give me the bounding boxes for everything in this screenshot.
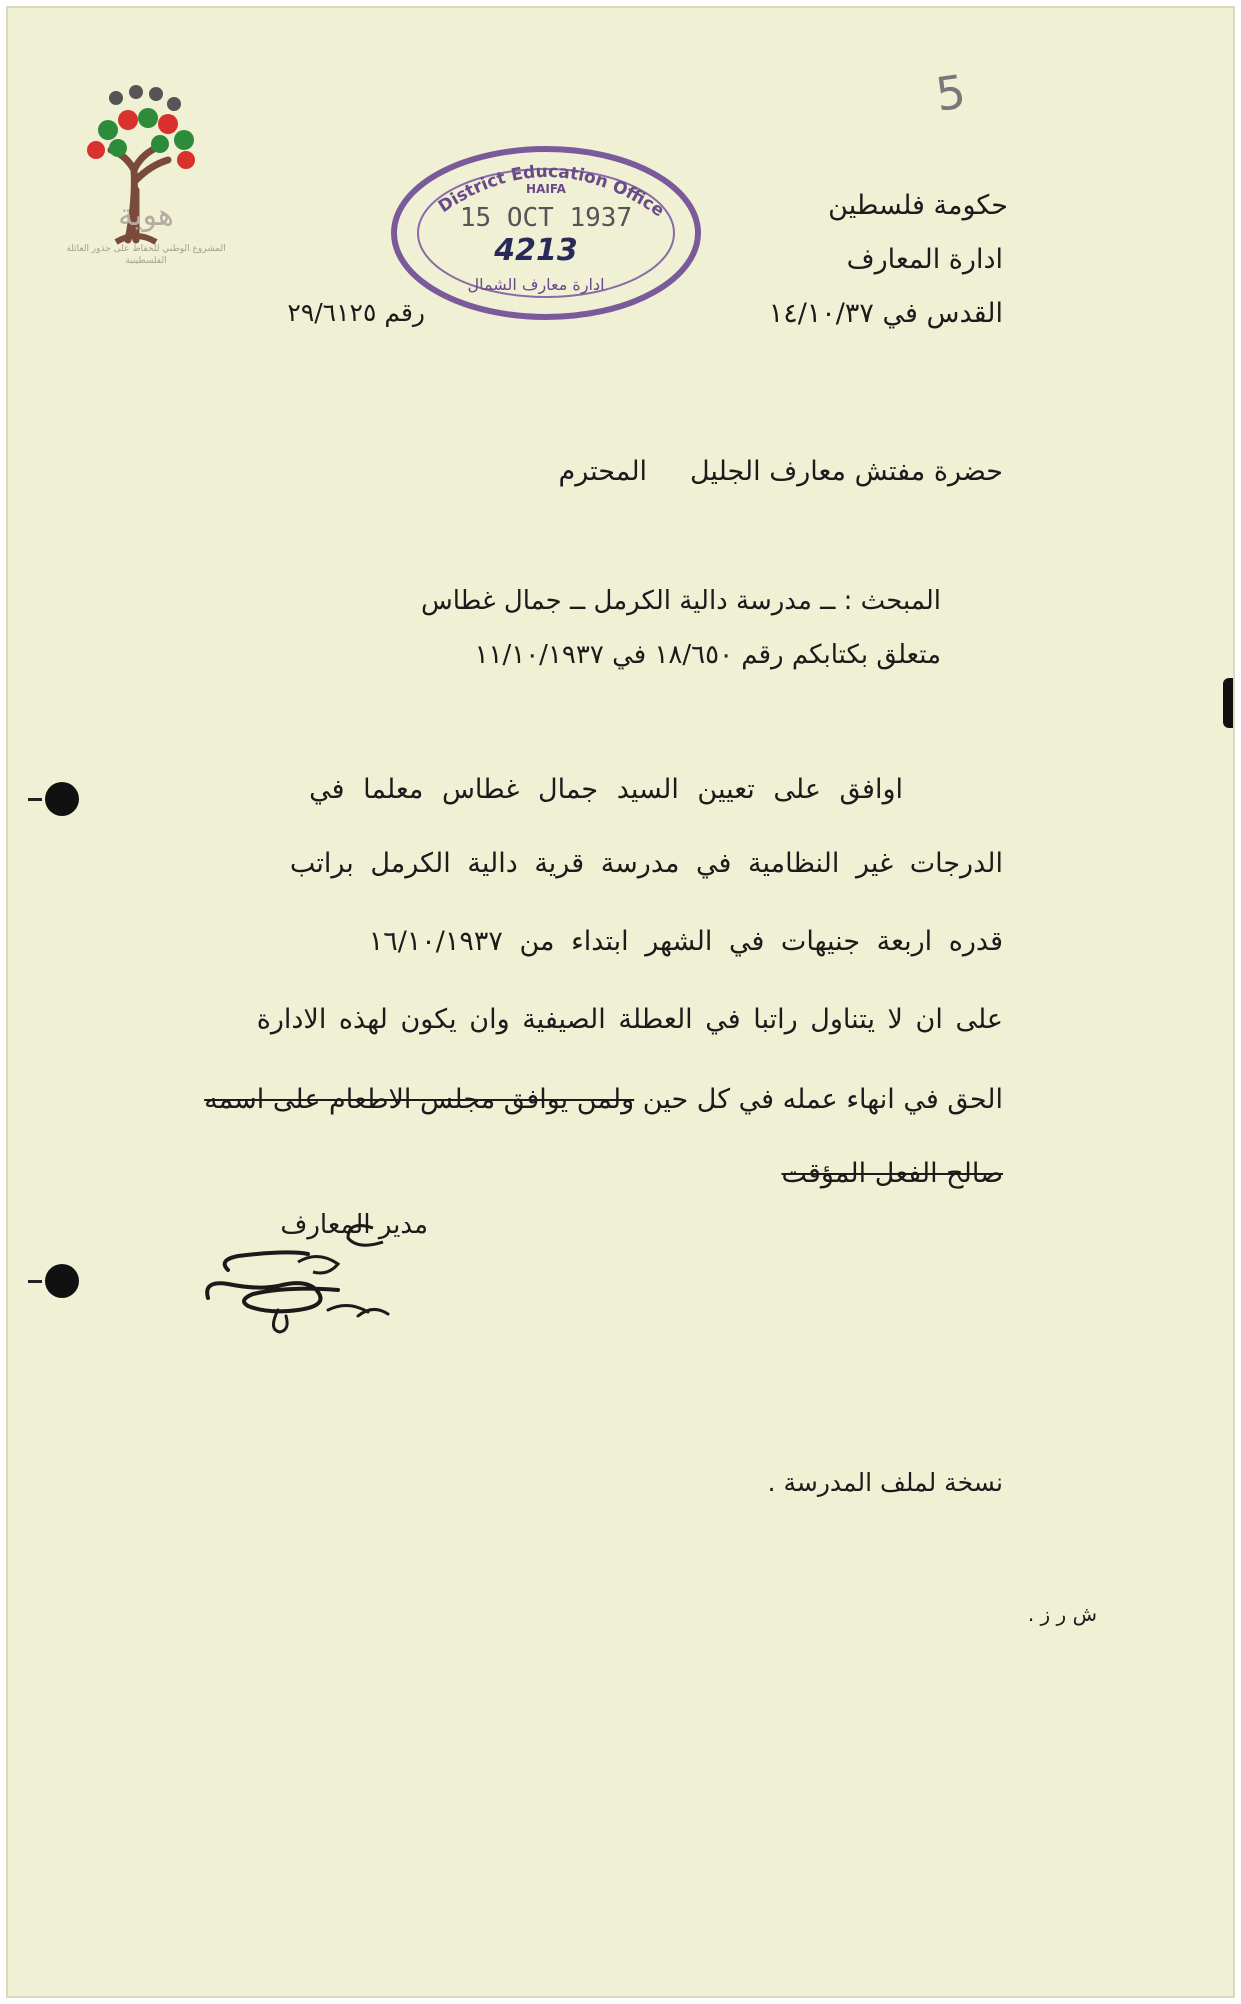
logo-name: هوية bbox=[118, 198, 174, 233]
stamp-date: 15 OCT 1937 bbox=[459, 203, 633, 233]
reference-number: رقم ٢٩/٦١٢٥ bbox=[287, 298, 425, 327]
body-line-5-kept: الحق في انهاء عمله في كل حين bbox=[642, 1084, 1003, 1115]
district-education-stamp bbox=[386, 138, 706, 328]
subject-line: المبحث : ــ مدرسة دالية الكرمل ــ جمال غطاس bbox=[420, 586, 941, 616]
body-line-2: الدرجات غير النظامية في مدرسة قرية دالية الكرمل براتب bbox=[289, 848, 1003, 879]
body-line-4: على ان لا يتناول راتبا في العطلة الصيفية وان يكون لهذه الادارة bbox=[256, 1004, 1003, 1035]
body-line-5 bbox=[204, 1084, 1003, 1115]
body-line-3: قدره اربعة جنيهات في الشهر ابتداء من ١٦/١٠/١٩٣٧ bbox=[368, 926, 1003, 957]
typist-initials: ش ر ز . bbox=[1027, 1602, 1097, 1626]
body-line-5-struck: ولمن يوافق مجلس الاطعام على اسمه bbox=[204, 1084, 635, 1115]
punch-hole-bottom bbox=[45, 1264, 79, 1298]
body-line-1: اوافق على تعيين السيد جمال غطاس معلما في bbox=[309, 774, 903, 805]
document-page bbox=[6, 6, 1235, 1998]
stamp-city: HAIFA bbox=[526, 182, 566, 196]
place-and-date: القدس في ١٤/١٠/٣٧ bbox=[768, 298, 1003, 329]
stamp-office: District Education Office bbox=[434, 161, 668, 222]
punch-hole-mark-top bbox=[28, 798, 42, 801]
addressee bbox=[559, 456, 1003, 487]
body-line-6-struck: صالح الفعل المؤقت bbox=[781, 1158, 1003, 1189]
signature-title: مدير المعارف bbox=[280, 1210, 428, 1240]
handwritten-signature bbox=[198, 1220, 438, 1340]
page-mark: 5 bbox=[932, 64, 969, 122]
punch-hole-mark-bottom bbox=[28, 1280, 42, 1283]
addressee-salutation: حضرة مفتش معارف الجليل bbox=[689, 456, 1003, 487]
stamp-arabic: ادارة معارف الشمال bbox=[467, 275, 605, 294]
logo-tagline: المشروع الوطني للحفاظ على جذور العائلة الفلسطينية bbox=[66, 244, 226, 266]
government-name: حكومة فلسطين bbox=[828, 190, 1008, 221]
department-name: ادارة المعارف bbox=[846, 244, 1003, 275]
edge-clip-mark bbox=[1223, 678, 1233, 728]
reference-line: متعلق بكتابكم رقم ١٨/٦٥٠ في ١١/١٠/١٩٣٧ bbox=[474, 640, 941, 670]
copy-note: نسخة لملف المدرسة . bbox=[767, 1468, 1003, 1497]
addressee-honorific: المحترم bbox=[558, 456, 648, 487]
stamp-number: 4213 bbox=[494, 233, 578, 268]
punch-hole-top bbox=[45, 782, 79, 816]
